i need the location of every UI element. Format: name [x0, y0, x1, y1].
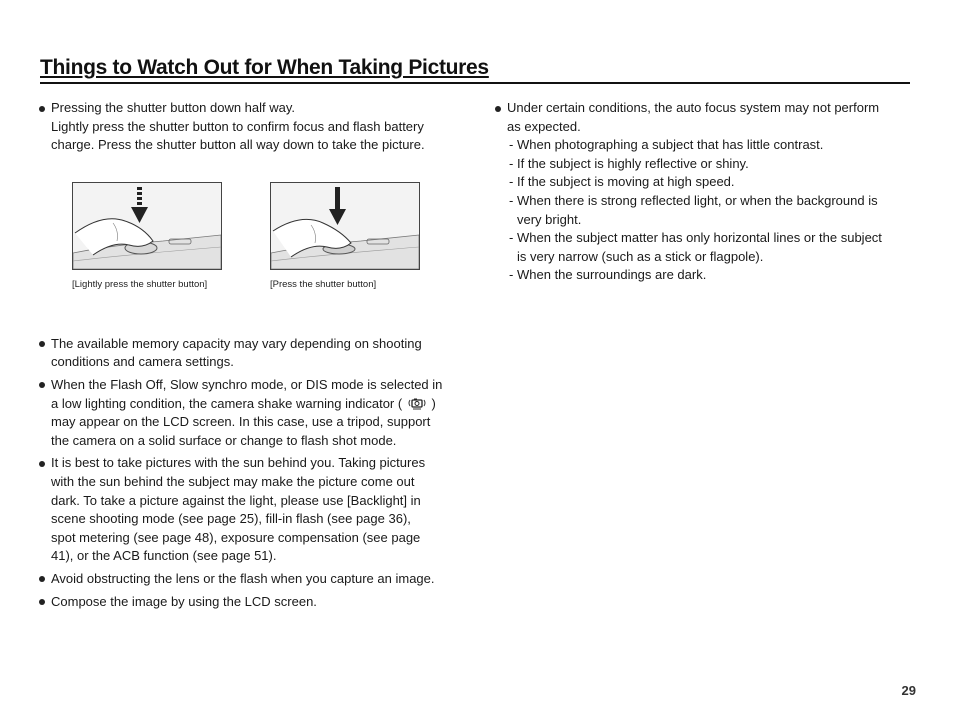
- flash-off-line: may appear on the LCD screen. In this case, use a tripod, support: [51, 414, 431, 430]
- bullet-half-press: [38, 99, 464, 118]
- af-item-line: - When photographing a subject that has little contrast.: [517, 137, 824, 153]
- sun-line: It is best to take pictures with the sun behind you. Taking pictures: [51, 455, 426, 471]
- bullet-obstruct: [38, 570, 464, 589]
- shutter-figures: [72, 182, 432, 292]
- bullet-sun: [38, 454, 464, 566]
- af-item-line: - When the subject matter has only horizontal lines or the subject: [517, 230, 882, 246]
- af-item-line: - If the subject is moving at high speed.: [517, 174, 735, 190]
- full-press-finger-icon: [271, 183, 419, 269]
- sun-line: dark. To take a picture against the light, please use [Backlight] in: [51, 492, 421, 508]
- memory-line: conditions and camera settings.: [51, 354, 234, 370]
- page-title: Things to Watch Out for When Taking Pictures: [40, 56, 489, 79]
- af-item: [494, 155, 914, 174]
- sun-line: 41), or the ACB function (see page 51).: [51, 548, 277, 564]
- af-item: [494, 173, 914, 192]
- half-press-finger-icon: [73, 183, 221, 269]
- bullet-flash-off: [38, 376, 464, 450]
- af-line: as expected.: [507, 118, 581, 134]
- sun-line: spot metering (see page 48), exposure compensation (see page: [51, 529, 421, 545]
- af-item-line: very bright.: [517, 211, 582, 227]
- af-item: [494, 266, 914, 285]
- af-line: Under certain conditions, the auto focus system may not perform: [507, 100, 880, 115]
- half-press-line: Lightly press the shutter button to confirm focus and flash battery: [51, 118, 424, 134]
- flash-off-line-post: ): [431, 395, 436, 411]
- compose-line: Compose the image by using the LCD screen.: [51, 593, 317, 609]
- af-item-line: is very narrow (such as a stick or flagpole).: [517, 248, 764, 264]
- left-column: [38, 99, 464, 611]
- memory-line: The available memory capacity may vary depending on shooting: [51, 335, 422, 351]
- sun-line: scene shooting mode (see page 25), fill-in flash (see page 36),: [51, 511, 411, 527]
- figure-caption-full-press: [Press the shutter button]: [270, 279, 377, 290]
- figure-full-press-image: [270, 182, 420, 270]
- half-press-body: [38, 118, 464, 155]
- af-item: [494, 192, 914, 229]
- half-press-line: charge. Press the shutter button all way down to take the picture.: [51, 137, 425, 153]
- figure-half-press-image: [72, 182, 222, 270]
- af-item: [494, 229, 914, 266]
- sun-line: with the sun behind the subject may make the picture come out: [51, 473, 415, 489]
- bullet-memory: [38, 335, 464, 372]
- right-column: [494, 99, 914, 285]
- af-item: [494, 136, 914, 155]
- flash-off-line: When the Flash Off, Slow synchro mode, or DIS mode is selected in: [51, 376, 443, 392]
- title-rule: [40, 82, 910, 84]
- af-item-line: - If the subject is highly reflective or shiny.: [517, 155, 749, 171]
- flash-off-line-pre: a low lighting condition, the camera shake warning indicator (: [51, 395, 403, 411]
- bullet-compose: [38, 593, 464, 612]
- figure-full-press: [270, 182, 420, 290]
- flash-off-line: the camera on a solid surface or change to flash shot mode.: [51, 432, 397, 448]
- af-item-line: - When the surroundings are dark.: [517, 267, 707, 283]
- af-item-line: - When there is strong reflected light, or when the background is: [517, 192, 878, 208]
- bullet-af: [494, 99, 914, 136]
- figure-half-press: [72, 182, 222, 290]
- half-press-heading: Pressing the shutter button down half way.: [51, 100, 296, 115]
- obstruct-line: Avoid obstructing the lens or the flash when you capture an image.: [51, 570, 435, 586]
- camera-shake-warning-icon: [406, 395, 428, 411]
- figure-caption-half-press: [Lightly press the shutter button]: [72, 279, 208, 290]
- page-number: 29: [901, 683, 916, 698]
- flash-off-line-with-icon: [51, 395, 464, 414]
